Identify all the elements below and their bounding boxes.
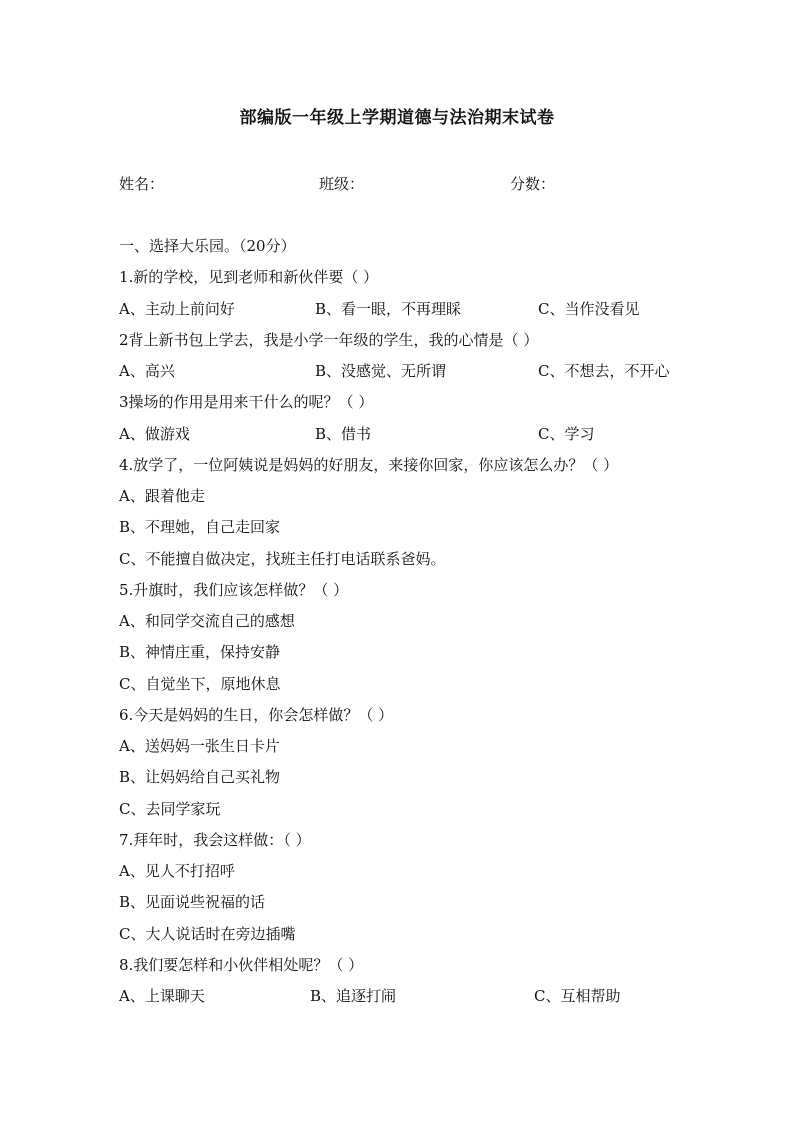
- option-b: B、不理她，自己走回家: [119, 518, 281, 537]
- question-4: 4.放学了，一位阿姨说是妈妈的好朋友，来接你回家，你应该怎么办？（ ）: [119, 455, 619, 474]
- section-heading: 一、选择大乐园。（20分）: [119, 237, 296, 255]
- option-b: B、见面说些祝福的话: [119, 893, 266, 912]
- student-info-row: [119, 173, 719, 195]
- option-c: C、互相帮助: [534, 987, 621, 1005]
- option-c: C、自觉坐下，原地休息: [119, 674, 281, 693]
- score-field-label: 分数：: [510, 175, 556, 193]
- option-c: C、大人说话时在旁边插嘴: [119, 924, 296, 943]
- exam-title: 部编版一年级上学期道德与法治期末试卷: [239, 108, 555, 128]
- option-b: B、借书: [315, 424, 372, 443]
- option-b: B、没感觉、无所谓: [315, 362, 447, 380]
- option-b: B、神情庄重，保持安静: [119, 643, 281, 662]
- question-3-options: [119, 423, 739, 454]
- question-8: 8.我们要怎样和小伙伴相处呢？（ ）: [119, 955, 364, 974]
- option-c: C、不想去，不开心: [538, 362, 670, 380]
- question-3: 3操场的作用是用来干什么的呢？（ ）: [119, 393, 374, 412]
- option-b: B、让妈妈给自己买礼物: [119, 768, 281, 787]
- option-c: C、不能擅自做决定，找班主任打电话联系爸妈。: [119, 549, 446, 568]
- question-7: 7.拜年时，我会这样做：（ ）: [119, 830, 311, 849]
- option-a: A、上课聊天: [119, 987, 205, 1005]
- question-5: 5.升旗时，我们应该怎样做？（ ）: [119, 580, 349, 599]
- question-2: 2背上新书包上学去，我是小学一年级的学生，我的心情是（ ）: [119, 330, 539, 349]
- question-6: 6.今天是妈妈的生日，你会怎样做？（ ）: [119, 705, 394, 724]
- option-a: A、主动上前问好: [119, 299, 235, 318]
- name-field-label: 姓名：: [119, 175, 165, 193]
- option-a: A、和同学交流自己的感想: [119, 612, 295, 630]
- question-1-options: [119, 298, 739, 329]
- option-c: C、学习: [538, 424, 595, 443]
- option-c: C、去同学家玩: [119, 799, 221, 818]
- question-2-options: [119, 360, 739, 391]
- option-c: C、当作没看见: [538, 299, 640, 318]
- option-a: A、送妈妈一张生日卡片: [119, 737, 280, 755]
- exam-content: [119, 235, 739, 1016]
- option-a: A、做游戏: [119, 424, 190, 443]
- question-8-options: [119, 985, 739, 1016]
- option-b: B、看一眼，不再理睬: [315, 299, 462, 318]
- option-a: A、见人不打招呼: [119, 862, 235, 880]
- option-a: A、跟着他走: [119, 487, 205, 505]
- option-a: A、高兴: [119, 362, 175, 380]
- class-field-label: 班级：: [319, 175, 365, 193]
- option-b: B、追逐打闹: [310, 987, 397, 1005]
- question-1: 1.新的学校，见到老师和新伙伴要（ ）: [119, 268, 379, 287]
